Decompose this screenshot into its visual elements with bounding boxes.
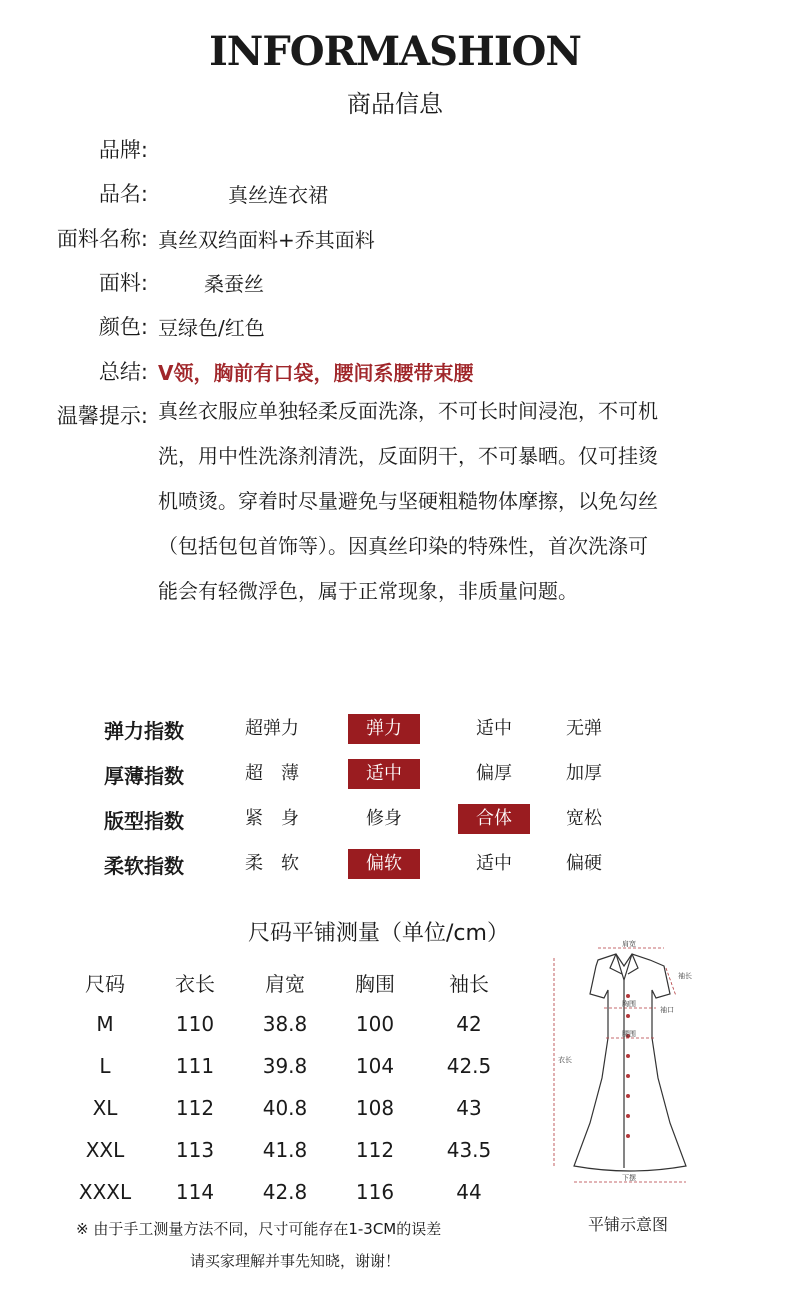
size-table-cell: 43.5 — [446, 1138, 492, 1162]
index-option-selected: 合体 — [458, 804, 530, 834]
chest-label: 胸围 — [622, 1000, 636, 1008]
index-option: 偏硬 — [566, 853, 602, 874]
size-table-cell: 114 — [175, 1180, 215, 1204]
care-line: （包括包包首饰等）。因真丝印染的特殊性，首次洗涤可 — [158, 534, 648, 558]
index-option: 偏厚 — [476, 763, 512, 784]
color-value: 豆绿色/红色 — [158, 316, 265, 340]
size-table-header: 肩宽 — [265, 972, 305, 996]
care-line: 能会有轻微浮色，属于正常现象，非质量问题。 — [158, 579, 578, 603]
size-table-cell: 42 — [456, 1012, 482, 1036]
sleeve-label: 袖长 — [678, 972, 692, 980]
size-table-cell: 111 — [175, 1054, 215, 1078]
index-option: 加厚 — [566, 763, 602, 784]
size-table-cell: 42.8 — [262, 1180, 308, 1204]
index-option: 紧 身 — [245, 808, 299, 829]
length-label: 衣长 — [558, 1056, 572, 1064]
waist-label: 腰围 — [622, 1030, 636, 1038]
hem-label: 下摆 — [622, 1174, 636, 1182]
size-table-header: 尺码 — [85, 972, 125, 996]
index-option: 无弹 — [566, 718, 602, 739]
page-subtitle: 商品信息 — [347, 90, 443, 118]
fabric-name-label: 面料名称: — [56, 227, 148, 251]
brand-label: 品牌: — [98, 138, 148, 162]
product-name-value: 真丝连衣裙 — [228, 183, 328, 207]
index-row-label: 厚薄指数 — [104, 764, 184, 788]
footnote-line-2: 请买家理解并事先知晓，谢谢！ — [190, 1252, 401, 1270]
size-table-cell: 39.8 — [262, 1054, 308, 1078]
size-table-cell: 100 — [355, 1012, 395, 1036]
size-table-cell: 38.8 — [262, 1012, 308, 1036]
size-table-cell: 40.8 — [262, 1096, 308, 1120]
care-line: 洗，用中性洗涤剂清洗，反面阴干，不可暴晒。仅可挂烫 — [158, 444, 658, 468]
index-option: 超弹力 — [245, 718, 299, 739]
fabric-value: 桑蚕丝 — [204, 272, 264, 296]
footnote-line-1: ※ 由于手工测量方法不同，尺寸可能存在1-3CM的误差 — [76, 1220, 442, 1238]
care-line: 真丝衣服应单独轻柔反面洗涤，不可长时间浸泡，不可机 — [158, 399, 658, 423]
size-table-cell: 43 — [456, 1096, 482, 1120]
care-label: 温馨提示: — [56, 404, 148, 428]
size-table-header: 袖长 — [449, 972, 489, 996]
index-option: 适中 — [476, 853, 512, 874]
size-table-cell: 42.5 — [446, 1054, 492, 1078]
size-table-cell: 112 — [355, 1138, 395, 1162]
size-table-cell: XL — [92, 1096, 118, 1120]
size-table-cell: 44 — [456, 1180, 482, 1204]
index-option-selected: 适中 — [348, 759, 420, 789]
fabric-label: 面料: — [98, 271, 148, 295]
size-table-cell: 110 — [175, 1012, 215, 1036]
size-table-cell: XXXL — [78, 1180, 132, 1204]
size-table-cell: 41.8 — [262, 1138, 308, 1162]
summary-value: V领，胸前有口袋，腰间系腰带束腰 — [158, 361, 474, 385]
cuff-label: 袖口 — [660, 1006, 674, 1014]
dress-diagram — [540, 938, 720, 1198]
size-table-cell: L — [99, 1054, 111, 1078]
size-table-cell: 108 — [355, 1096, 395, 1120]
color-label: 颜色: — [98, 315, 148, 339]
size-table-title: 尺码平铺测量（单位/cm） — [248, 921, 509, 946]
size-table-header: 衣长 — [175, 972, 215, 996]
care-line: 机喷烫。穿着时尽量避免与坚硬粗糙物体摩擦，以免勾丝 — [158, 489, 658, 513]
index-option: 修身 — [366, 808, 402, 829]
size-table-cell: 104 — [355, 1054, 395, 1078]
shoulder-label: 肩宽 — [622, 940, 636, 948]
index-option-selected: 偏软 — [348, 849, 420, 879]
index-row-label: 版型指数 — [104, 809, 184, 833]
size-table-cell: 112 — [175, 1096, 215, 1120]
care-text — [158, 389, 728, 614]
index-option-selected: 弹力 — [348, 714, 420, 744]
fabric-name-value: 真丝双绉面料+乔其面料 — [158, 228, 375, 252]
size-table-cell: 113 — [175, 1138, 215, 1162]
index-option: 超 薄 — [245, 763, 299, 784]
index-row-label: 弹力指数 — [104, 719, 184, 743]
index-option: 宽松 — [566, 808, 602, 829]
size-table-header: 胸围 — [355, 972, 395, 996]
size-table-cell: 116 — [355, 1180, 395, 1204]
summary-label: 总结: — [98, 360, 148, 384]
dress-outline — [574, 954, 686, 1171]
index-option: 柔 软 — [245, 853, 299, 874]
size-table-cell: XXL — [85, 1138, 125, 1162]
index-row-label: 柔软指数 — [104, 854, 184, 878]
index-option: 适中 — [476, 718, 512, 739]
product-name-label: 品名: — [98, 182, 148, 206]
page-title: INFORMASHION — [209, 28, 581, 75]
size-table-cell: M — [96, 1012, 114, 1036]
diagram-caption: 平铺示意图 — [588, 1215, 669, 1234]
